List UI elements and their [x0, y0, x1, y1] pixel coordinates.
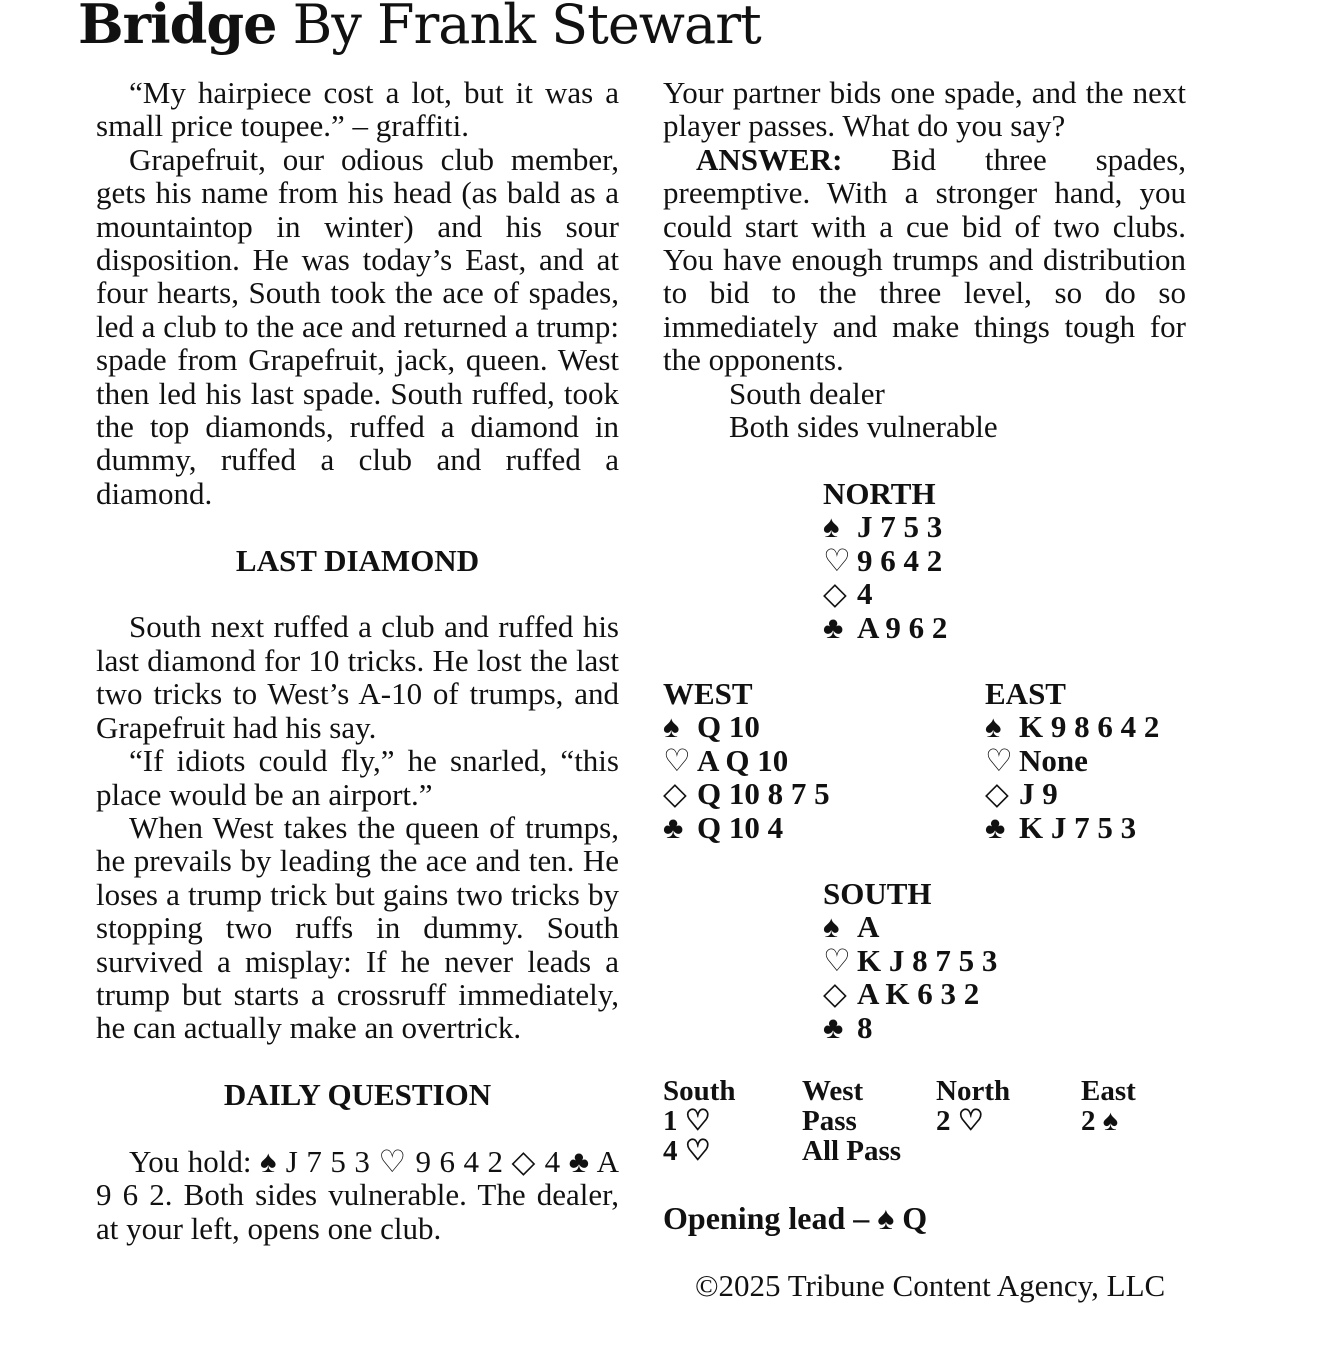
hearts-holding: K J 8 7 5 3	[857, 942, 998, 978]
hearts-holding: None	[1019, 742, 1088, 778]
auction-table	[663, 1076, 1183, 1168]
clubs-holding: A 9 6 2	[857, 609, 948, 645]
club-icon: ♣	[823, 609, 844, 645]
diamonds-holding: J 9	[1019, 776, 1058, 812]
hand-east	[985, 677, 1159, 844]
daily-question-paragraph: You hold: ♠ J 7 5 3 ♡ 9 6 4 2 ◇ 4 ♣ A 9 6 2. Both sides vulnerable. The dealer, at your left, opens one club.	[96, 1143, 619, 1246]
column-title: Bridge	[78, 0, 277, 56]
answer-text: Bid three spades, preemptive. With a stronger hand, you could start with a cue bid of two clubs. You have enough trumps and distribution to bid to the three level, so do so immediately and make things tough for the opponents.	[663, 141, 1187, 378]
heart-icon: ♡	[663, 742, 691, 778]
auction-bid: 1 ♡	[663, 1105, 711, 1137]
story-paragraph: Grapefruit, our odious club member, gets his name from his head (as bald as a mountaintop in winter) and his sour disposition. He was today’s East, and at four hearts, South took the ace of spades, led a club to the ace and returned a trump: spade from Grapefruit, jack, queen. West then led his last spade. South ruffed, took the top diamonds, ruffed a diamond in dummy, ruffed a club and ruffed a diamond.	[96, 141, 619, 511]
diamond-icon: ◇	[985, 776, 1009, 812]
club-icon: ♣	[985, 809, 1006, 845]
heart-icon: ♡	[823, 942, 851, 978]
vulnerability-line: Both sides vulnerable	[729, 409, 998, 445]
heart-icon: ♡	[823, 542, 851, 578]
story-paragraph: “If idiots could fly,” he snarled, “this place would be an airport.”	[96, 743, 619, 812]
question-continuation: Your partner bids one spade, and the next player passes. What do you say?	[663, 75, 1186, 144]
hand-north	[823, 477, 947, 644]
auction-header-east: East	[1081, 1075, 1136, 1107]
club-icon: ♣	[823, 1009, 844, 1045]
auction-header-south: South	[663, 1075, 736, 1107]
spades-holding: A	[857, 909, 880, 945]
hand-label: WEST	[663, 676, 753, 711]
hand-label: EAST	[985, 676, 1066, 711]
clubs-holding: K J 7 5 3	[1019, 809, 1137, 845]
story-paragraph: When West takes the queen of trumps, he prevails by leading the ace and ten. He loses a trump trick but gains two tricks by stopping two ruffs in dummy. South survived a misplay: If he never leads a trump but starts a crossruff immediately, he can actually make an overtrick.	[96, 809, 619, 1046]
auction-bid: All Pass	[802, 1135, 902, 1167]
auction-bid: 2 ♡	[936, 1105, 984, 1137]
spade-icon: ♠	[823, 509, 840, 545]
auction-header-west: West	[802, 1075, 864, 1107]
epigraph-paragraph: “My hairpiece cost a lot, but it was a small price toupee.” – graffiti.	[96, 75, 619, 144]
copyright-notice: ©2025 Tribune Content Agency, LLC	[695, 1268, 1166, 1303]
section-heading-last-diamond: LAST DIAMOND	[235, 542, 480, 578]
diamonds-holding: 4	[857, 576, 873, 612]
heart-icon: ♡	[985, 742, 1013, 778]
diamonds-holding: Q 10 8 7 5	[697, 776, 830, 812]
clubs-holding: 8	[857, 1009, 873, 1045]
hearts-holding: 9 6 4 2	[857, 542, 943, 578]
story-paragraph: South next ruffed a club and ruffed his last diamond for 10 tricks. He lost the last two tricks to West’s A-10 of trumps, and Grapefruit had his say.	[96, 609, 619, 745]
spades-holding: K 9 8 6 4 2	[1019, 709, 1160, 745]
club-icon: ♣	[663, 809, 684, 845]
spade-icon: ♠	[823, 909, 840, 945]
hand-label: SOUTH	[823, 876, 932, 911]
spade-icon: ♠	[663, 709, 680, 745]
diamonds-holding: A K 6 3 2	[857, 976, 980, 1012]
spades-holding: J 7 5 3	[857, 509, 943, 545]
section-heading-daily-question: DAILY QUESTION	[223, 1077, 492, 1113]
byline: By Frank Stewart	[292, 0, 761, 56]
hand-west	[663, 677, 830, 844]
spade-icon: ♠	[985, 709, 1002, 745]
answer-label: ANSWER:	[696, 141, 843, 177]
hearts-holding: A Q 10	[697, 742, 789, 778]
header	[78, 0, 761, 54]
hand-label: NORTH	[823, 476, 936, 511]
auction-bid: 2 ♠	[1081, 1105, 1119, 1137]
spades-holding: Q 10	[697, 709, 760, 745]
auction-bid: 4 ♡	[663, 1135, 711, 1167]
diamond-icon: ◇	[823, 976, 847, 1012]
clubs-holding: Q 10 4	[697, 809, 784, 845]
answer-paragraph	[663, 143, 1186, 377]
left-column	[96, 76, 619, 1245]
auction-header-north: North	[936, 1075, 1011, 1107]
dealer-line: South dealer	[729, 375, 885, 411]
diamond-icon: ◇	[663, 776, 687, 812]
hand-south	[823, 877, 997, 1044]
auction-bid: Pass	[802, 1105, 857, 1137]
diamond-icon: ◇	[823, 576, 847, 612]
right-column	[663, 76, 1186, 443]
opening-lead: Opening lead – ♠ Q	[663, 1200, 928, 1236]
